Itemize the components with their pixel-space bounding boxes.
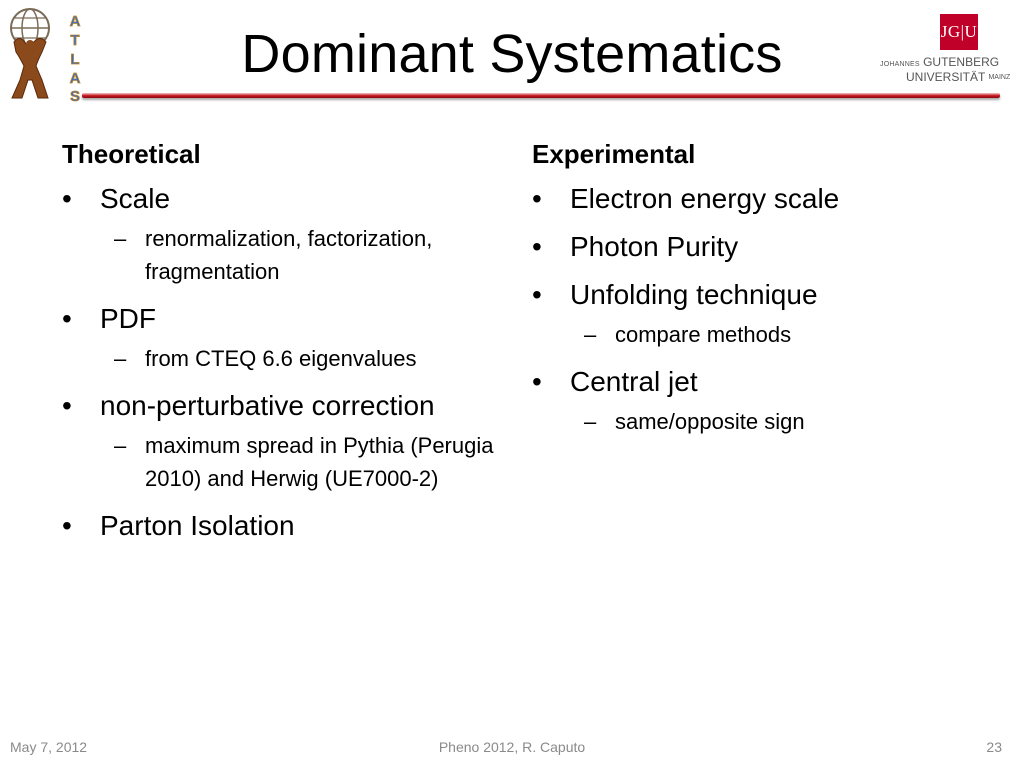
atlas-letter-t: T xyxy=(70,32,80,49)
list-item-text: Unfolding technique xyxy=(570,279,818,310)
list-item-text: Parton Isolation xyxy=(100,510,295,541)
column-heading-experimental: Experimental xyxy=(532,139,696,169)
slide-title: Dominant Systematics xyxy=(241,24,783,84)
list-item xyxy=(62,302,502,375)
university-name-main: GUTENBERG xyxy=(923,55,1000,69)
page-number: 23 xyxy=(986,739,1002,755)
sub-item-text: compare methods xyxy=(615,322,792,347)
bullet-icon: • xyxy=(532,183,542,214)
list-item xyxy=(62,509,502,543)
dash-icon: – xyxy=(114,346,127,371)
dash-icon: – xyxy=(584,409,597,434)
list-item xyxy=(532,278,992,351)
bullet-icon: • xyxy=(62,183,72,214)
dash-icon: – xyxy=(114,433,127,458)
list-item xyxy=(532,182,992,216)
jgu-logo-mark: JG|U xyxy=(940,14,978,50)
sub-item-text: same/opposite sign xyxy=(615,409,805,434)
sub-list-item xyxy=(100,222,502,288)
bullet-icon: • xyxy=(62,303,72,334)
list-item xyxy=(62,389,502,495)
theoretical-column xyxy=(62,136,502,557)
footer-date: May 7, 2012 xyxy=(10,739,88,755)
list-item-text: Central jet xyxy=(570,366,698,397)
atlas-letter-l: L xyxy=(70,51,80,68)
list-item xyxy=(62,182,502,288)
theoretical-list xyxy=(62,182,502,543)
list-item-text: Electron energy scale xyxy=(570,183,840,214)
sub-item-text: from CTEQ 6.6 eigenvalues xyxy=(145,346,417,371)
sub-item-text: renormalization, factorization, fragmentation xyxy=(145,226,433,284)
university-name-prefix: JOHANNES xyxy=(880,61,920,68)
list-item xyxy=(532,365,992,438)
atlas-letter-a2: A xyxy=(69,70,81,87)
bullet-icon: • xyxy=(532,231,542,262)
list-item-text: Scale xyxy=(100,183,171,214)
column-heading-theoretical: Theoretical xyxy=(62,139,201,169)
sub-list-item xyxy=(100,429,502,495)
list-item-text: PDF xyxy=(100,303,156,334)
bullet-icon: • xyxy=(532,366,542,397)
sub-list-item xyxy=(570,318,992,351)
dash-icon: – xyxy=(114,226,127,251)
title-divider xyxy=(82,93,1000,98)
atlas-letter-a: A xyxy=(69,13,81,30)
university-name xyxy=(880,56,1020,84)
dash-icon: – xyxy=(584,322,597,347)
sub-list-item xyxy=(100,342,502,375)
list-item-text: non-perturbative correction xyxy=(100,390,435,421)
experimental-column xyxy=(532,136,992,452)
list-item xyxy=(532,230,992,264)
experimental-list xyxy=(532,182,992,438)
bullet-icon: • xyxy=(62,390,72,421)
bullet-icon: • xyxy=(532,279,542,310)
sub-item-text: maximum spread in Pythia (Perugia 2010) and Herwig (UE7000-2) xyxy=(145,433,494,491)
university-name-city: MAINZ xyxy=(988,74,1011,81)
university-name-second: UNIVERSITÄT xyxy=(906,70,986,84)
atlas-letter-s: S xyxy=(69,88,81,102)
list-item-text: Photon Purity xyxy=(570,231,739,262)
bullet-icon: • xyxy=(62,510,72,541)
sub-list-item xyxy=(570,405,992,438)
footer-presenter: Pheno 2012, R. Caputo xyxy=(438,739,586,755)
